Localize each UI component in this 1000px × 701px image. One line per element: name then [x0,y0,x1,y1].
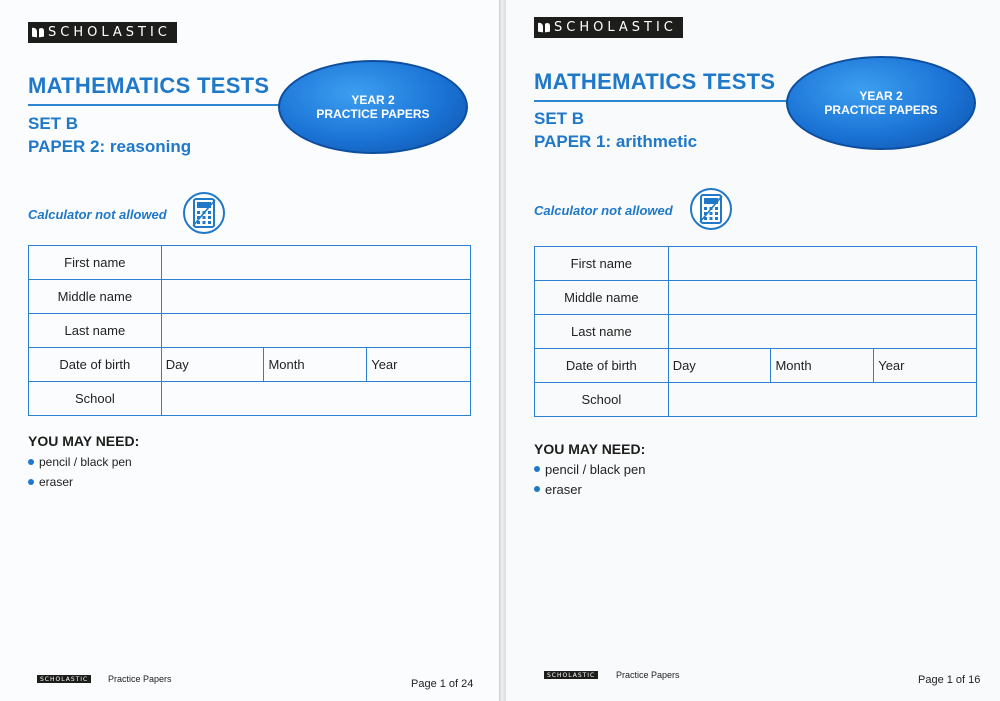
first-name-label: First name [535,247,669,281]
calculator-icon [690,188,732,230]
year-field[interactable]: Year [874,349,977,383]
year-badge [786,56,976,150]
set-label: SET B [28,114,79,133]
title-underline [534,100,790,102]
middle-name-label: Middle name [535,281,669,315]
calculator-icon [183,192,225,234]
middle-name-field[interactable] [161,280,470,314]
badge-label: PRACTICE PAPERS [824,103,938,117]
day-field[interactable]: Day [668,349,771,383]
last-name-field[interactable] [668,315,976,349]
list-item [534,479,645,499]
right-page [506,0,1000,701]
calculator-glyph [698,194,724,224]
date-of-birth-label: Date of birth [29,348,162,382]
first-name-field[interactable] [668,247,976,281]
date-of-birth-row [29,348,471,382]
school-field[interactable] [161,382,470,416]
list-item [28,452,132,472]
item-label: eraser [545,481,582,497]
school-label: School [535,383,669,417]
footer-scholastic-logo: SCHOLASTIC [544,671,598,679]
you-may-need-heading: YOU MAY NEED: [534,441,646,457]
logo-text: SCHOLASTIC [554,20,677,35]
list-item [28,472,132,492]
footer-scholastic-logo: SCHOLASTIC [37,675,91,683]
item-label: eraser [39,475,74,489]
title-underline [28,104,288,106]
year-field[interactable]: Year [367,348,471,382]
last-name-label: Last name [535,315,669,349]
badge-year: YEAR 2 [351,93,395,107]
middle-name-field[interactable] [668,281,976,315]
page-title: MATHEMATICS TESTS [534,69,776,94]
school-row [29,382,471,416]
calculator-glyph [191,198,217,228]
month-field[interactable]: Month [264,348,367,382]
calculator-note: Calculator not allowed [534,203,673,218]
month-field[interactable]: Month [771,349,874,383]
open-book-icon [32,28,44,37]
last-name-field[interactable] [161,314,470,348]
paper-label: PAPER 2: reasoning [28,137,192,156]
badge-year: YEAR 2 [859,89,903,103]
open-book-icon [538,23,550,32]
first-name-row [535,247,977,281]
list-item [534,459,645,479]
item-label: pencil / black pen [39,455,132,469]
bullet-icon [534,466,540,472]
logo-text: SCHOLASTIC [48,25,171,40]
footer-text: Practice Papers [108,674,172,684]
last-name-row [535,315,977,349]
set-label: SET B [534,109,585,128]
first-name-label: First name [29,246,162,280]
school-row [535,383,977,417]
scholastic-logo [28,22,177,43]
first-name-row [29,246,471,280]
scholastic-logo [534,17,683,38]
bullet-icon [28,459,34,465]
equipment-list [534,459,645,499]
day-field[interactable]: Day [161,348,264,382]
date-of-birth-row [535,349,977,383]
page-title: MATHEMATICS TESTS [28,73,270,98]
item-label: pencil / black pen [545,461,646,477]
you-may-need-heading: YOU MAY NEED: [28,433,140,449]
paper-label: PAPER 1: arithmetic [534,132,698,151]
page-number: Page 1 of 24 [411,678,474,690]
equipment-list [28,452,132,492]
middle-name-row [29,280,471,314]
pupil-details-form [28,245,471,416]
bullet-icon [28,479,34,485]
book-spine [499,0,506,701]
badge-label: PRACTICE PAPERS [316,107,430,121]
date-of-birth-label: Date of birth [535,349,669,383]
footer-text: Practice Papers [616,670,680,680]
first-name-field[interactable] [161,246,470,280]
bullet-icon [534,486,540,492]
calculator-note: Calculator not allowed [28,207,167,222]
school-field[interactable] [668,383,976,417]
last-name-row [29,314,471,348]
middle-name-row [535,281,977,315]
school-label: School [29,382,162,416]
last-name-label: Last name [29,314,162,348]
page-number: Page 1 of 16 [918,674,981,686]
year-badge [278,60,468,154]
middle-name-label: Middle name [29,280,162,314]
pupil-details-form [534,246,977,417]
left-page [0,0,499,701]
